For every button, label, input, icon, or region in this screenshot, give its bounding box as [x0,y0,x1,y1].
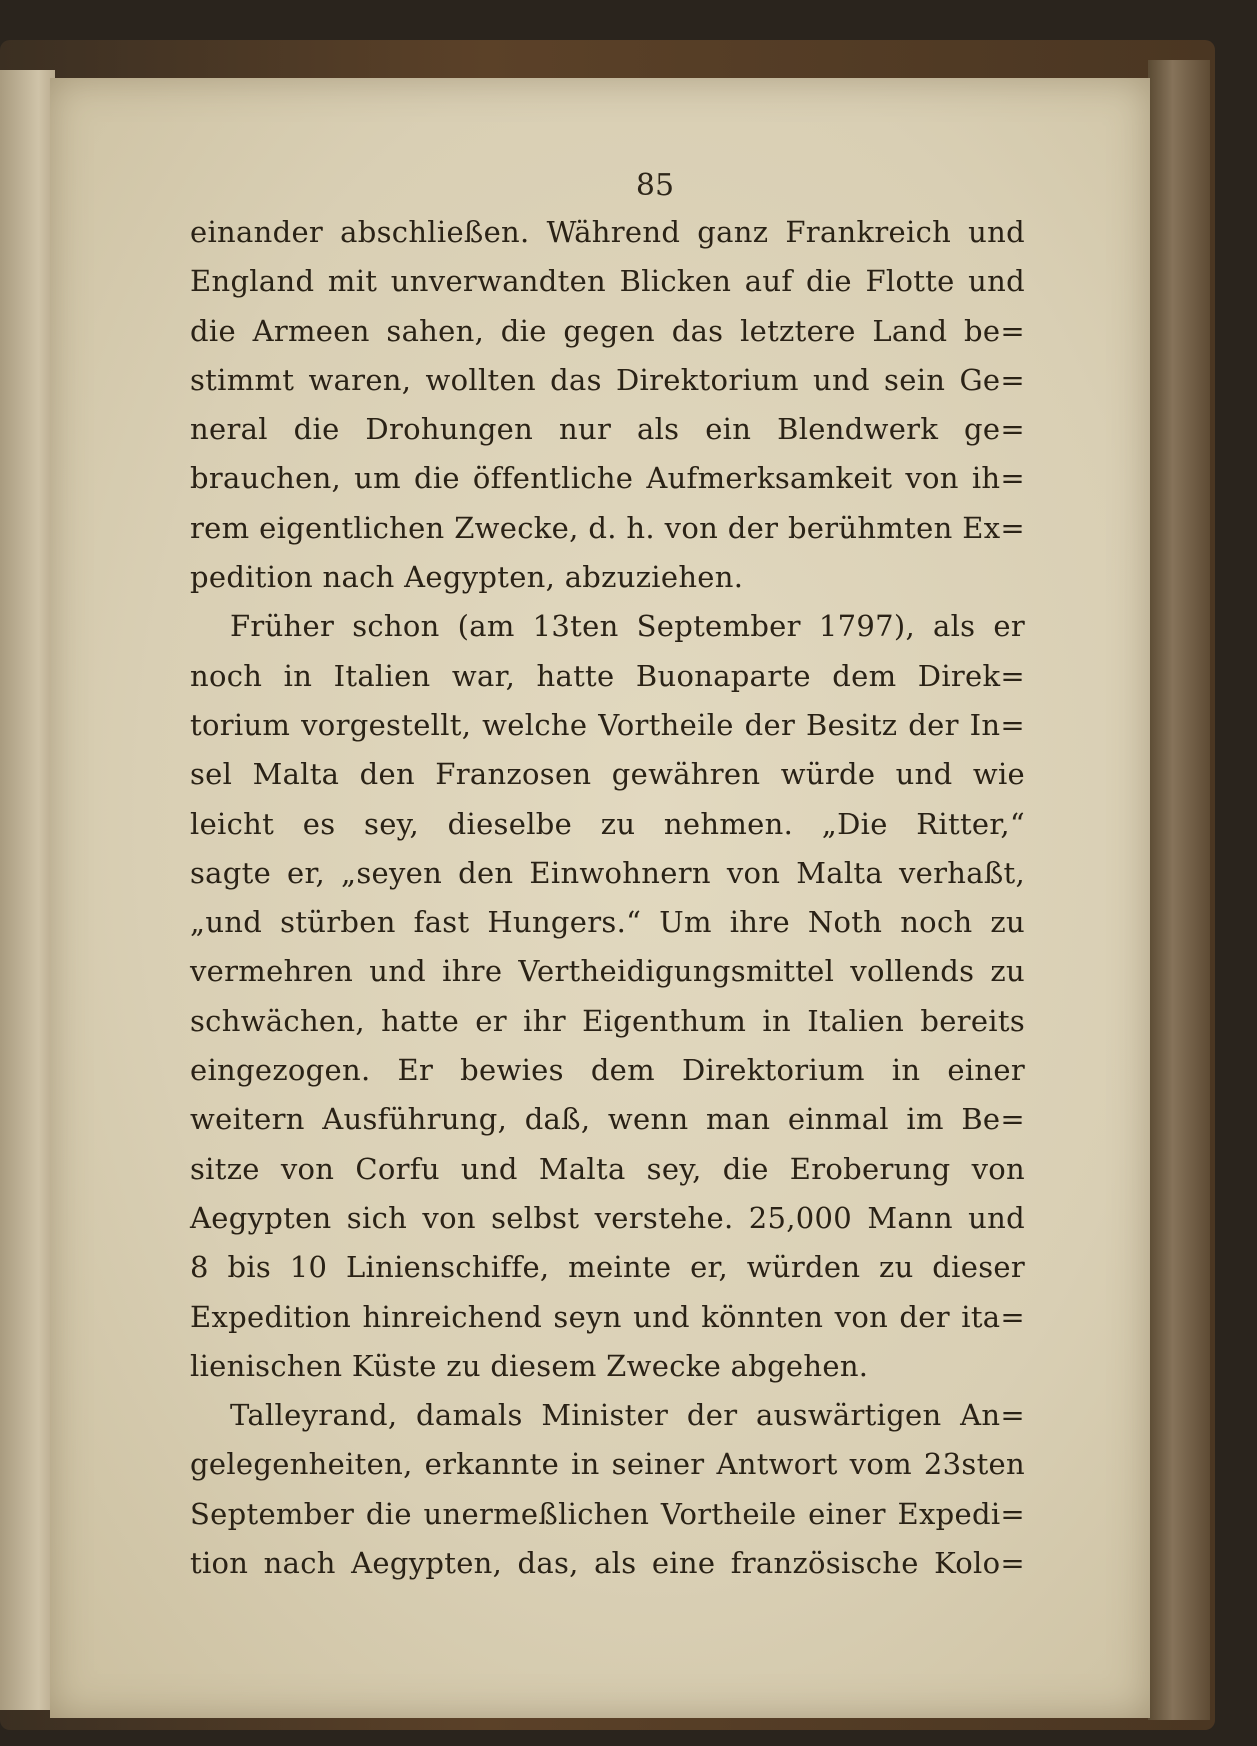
page-number: 85 [635,168,675,203]
text-line: 8 bis 10 Linienschiffe, meinte er, würden zu dieser [190,1250,1025,1285]
text-line: schwächen, hatte er ihr Eigenthum in Italien bereits [190,1003,1025,1038]
text-line: rem eigentlichen Zwecke, d. h. von der berühmten Ex= [190,510,1025,545]
text-line: torium vorgestellt, welche Vortheile der Besitz der In= [190,707,1025,742]
text-line: „und stürben fast Hungers.“ Um ihre Noth noch zu [190,905,1025,940]
body-text [190,208,1025,1588]
text-line: weitern Ausführung, daß, wenn man einmal im Be= [190,1102,1025,1137]
text-line: brauchen, um die öffentliche Aufmerksamkeit von ih= [190,461,1025,496]
text-line: neral die Drohungen nur als ein Blendwerk ge= [190,412,1025,447]
text-line: die Armeen sahen, die gegen das letztere Land be= [190,313,1025,348]
text-line: noch in Italien war, hatte Buonaparte dem Direk= [190,658,1025,693]
text-line: stimmt waren, wollten das Direktorium und sein Ge= [190,362,1025,397]
text-line: Früher schon (am 13ten September 1797), als er [230,609,1025,644]
text-line: tion nach Aegypten, das, als eine französische Kolo= [190,1546,1025,1581]
text-line: sitze von Corfu und Malta sey, die Eroberung von [190,1151,1025,1186]
text-line: sel Malta den Franzosen gewähren würde und wie [190,757,1025,792]
text-line: vermehren und ihre Vertheidigungsmittel vollends zu [190,954,1025,989]
text-line: Aegypten sich von selbst verstehe. 25,000 Mann und [190,1200,1025,1235]
text-line: einander abschließen. Während ganz Frankreich und [190,215,1025,249]
text-line: gelegenheiten, erkannte in seiner Antwort vom 23sten [190,1447,1025,1482]
text-line: September die unermeßlichen Vortheile einer Expedi= [190,1496,1025,1531]
text-line: eingezogen. Er bewies dem Direktorium in einer [190,1053,1025,1088]
text-line: leicht es sey, dieselbe zu nehmen. „Die Ritter,“ [190,806,1025,841]
text-line: lienischen Küste zu diesem Zwecke abgehen. [190,1348,869,1383]
page-block-edge [1148,60,1210,1720]
book-page [50,78,1150,1718]
text-line: pedition nach Aegypten, abzuziehen. [190,560,744,595]
text-line: Talleyrand, damals Minister der auswärtigen An= [230,1398,1025,1433]
text-line: Expedition hinreichend seyn und könnten von der ita= [190,1299,1025,1334]
text-line: sagte er, „seyen den Einwohnern von Malta verhaßt, [190,855,1025,890]
text-line: England mit unverwandten Blicken auf die Flotte und [190,264,1025,299]
previous-page-edge [0,70,55,1710]
